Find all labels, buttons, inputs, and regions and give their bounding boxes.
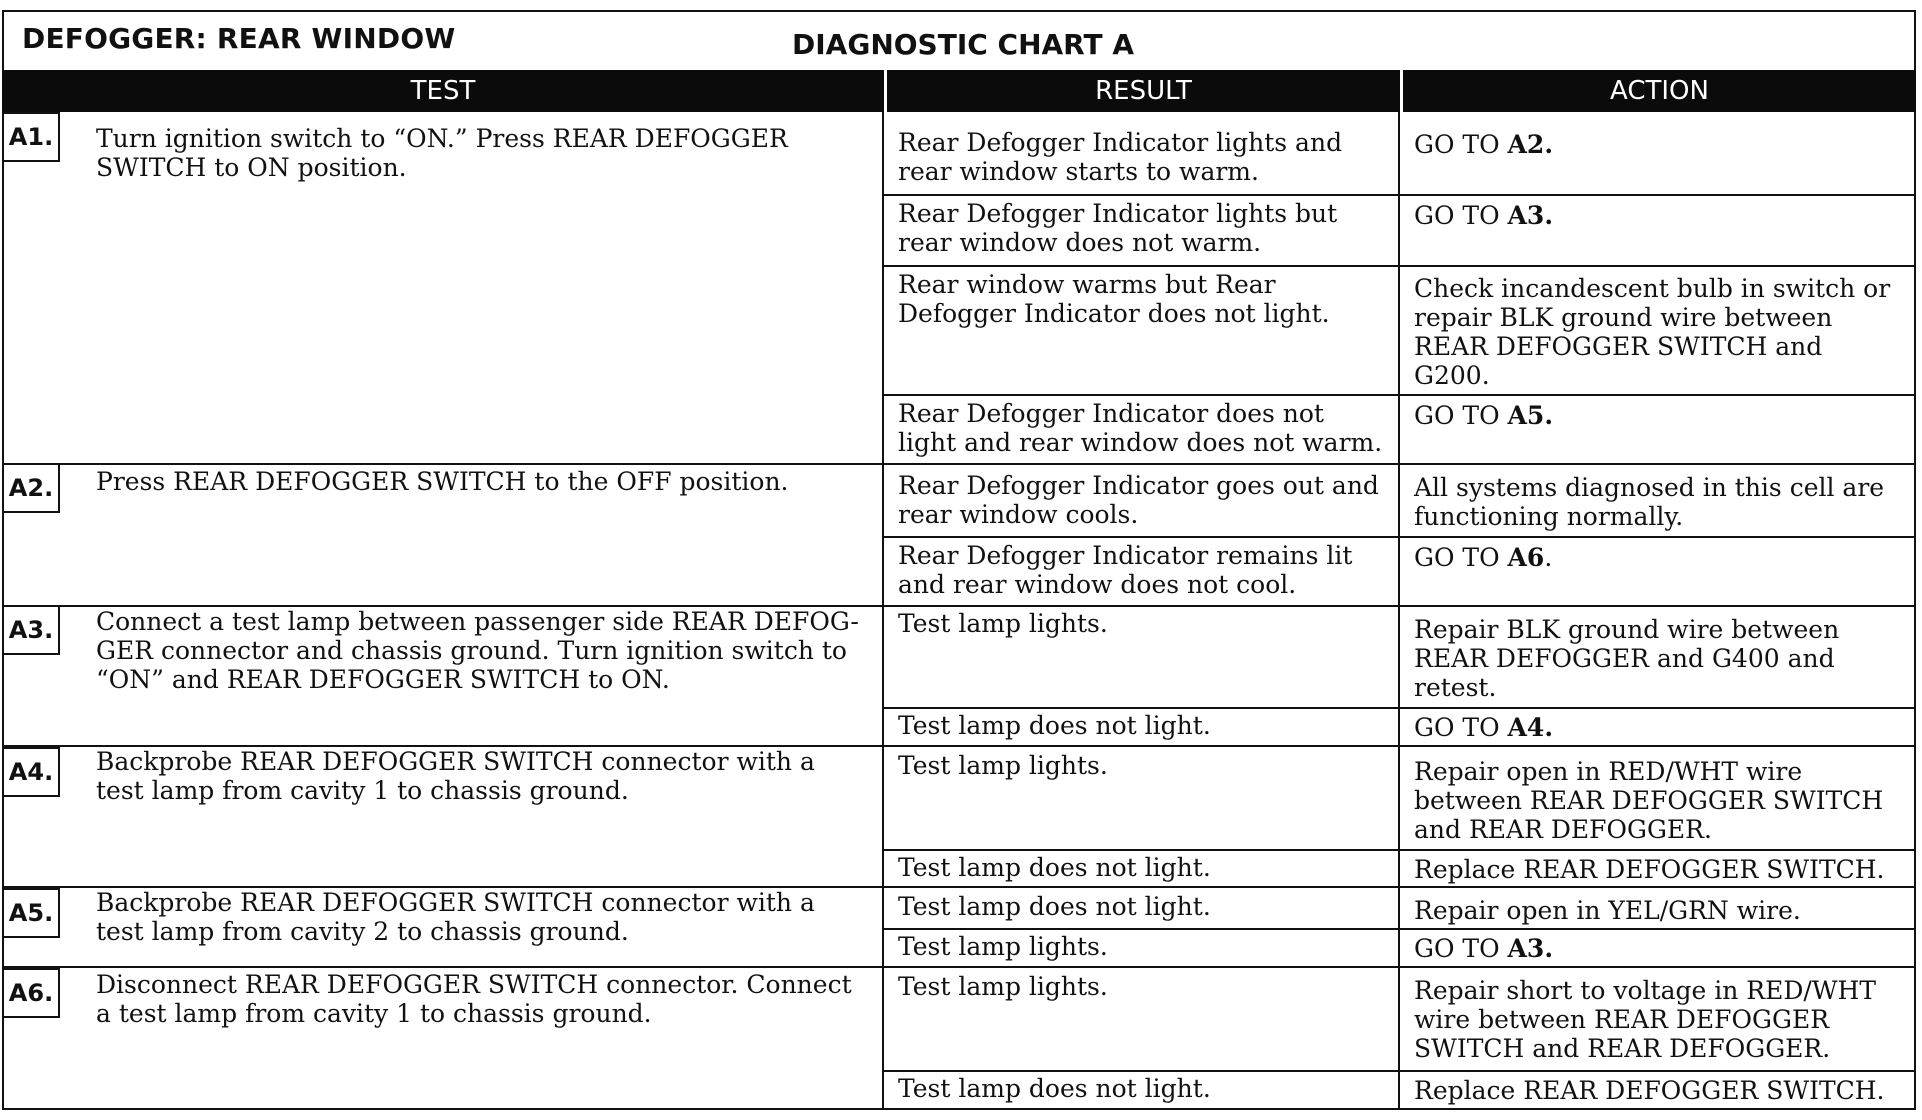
action-a1-4-prefix: GO TO bbox=[1414, 401, 1508, 430]
column-header-result: RESULT bbox=[884, 70, 1400, 112]
test-text-a1: Turn ignition switch to “ON.” Press REAR DEFOGGER SWITCH to ON position. bbox=[96, 124, 788, 182]
row-divider bbox=[882, 536, 1916, 538]
action-a3-1: Repair BLK ground wire between REAR DEFOGGER and G400 and retest. bbox=[1414, 615, 1840, 702]
step-label-a5: A5. bbox=[4, 888, 60, 938]
action-a5-2-prefix: GO TO bbox=[1414, 934, 1508, 963]
result-a1-3: Rear window warms but Rear Defogger Indicator does not light. bbox=[898, 270, 1330, 328]
action-a1-4-ref: A5. bbox=[1507, 401, 1554, 430]
result-a1-4: Rear Defogger Indicator does not light and rear window does not warm. bbox=[898, 399, 1383, 457]
action-a1-2-prefix: GO TO bbox=[1414, 201, 1508, 230]
action-a1-4 bbox=[1414, 401, 1914, 430]
divider-result-action bbox=[1398, 112, 1400, 1110]
action-a5-2-ref: A3. bbox=[1507, 934, 1554, 963]
row-divider bbox=[882, 265, 1916, 267]
result-a6-2: Test lamp does not light. bbox=[898, 1074, 1211, 1103]
row-divider bbox=[882, 1070, 1916, 1072]
result-a4-1: Test lamp lights. bbox=[898, 751, 1108, 780]
action-a5-1: Repair open in YEL/GRN wire. bbox=[1414, 896, 1801, 925]
column-header-action: ACTION bbox=[1400, 70, 1916, 112]
test-text-a2: Press REAR DEFOGGER SWITCH to the OFF position. bbox=[96, 467, 789, 496]
test-text-a4: Backprobe REAR DEFOGGER SWITCH connector with a test lamp from cavity 1 to chassis ground. bbox=[96, 747, 815, 805]
result-a1-2: Rear Defogger Indicator lights but rear window does not warm. bbox=[898, 199, 1338, 257]
step-label-a6: A6. bbox=[4, 968, 60, 1018]
test-text-a5: Backprobe REAR DEFOGGER SWITCH connector with a test lamp from cavity 2 to chassis ground. bbox=[96, 888, 815, 946]
action-a1-2 bbox=[1414, 201, 1914, 230]
action-a3-2-ref: A4. bbox=[1507, 713, 1554, 742]
action-a3-2-prefix: GO TO bbox=[1414, 713, 1508, 742]
step-label-a1: A1. bbox=[4, 112, 60, 162]
row-divider bbox=[882, 394, 1916, 396]
result-a3-1: Test lamp lights. bbox=[898, 609, 1108, 638]
title-bar bbox=[0, 8, 1922, 70]
row-divider bbox=[882, 194, 1916, 196]
step-label-a4: A4. bbox=[4, 747, 60, 797]
result-a5-2: Test lamp lights. bbox=[898, 932, 1108, 961]
action-a4-1: Repair open in RED/WHT wire between REAR DEFOGGER SWITCH and REAR DEFOGGER. bbox=[1414, 757, 1884, 844]
action-a4-2: Replace REAR DEFOGGER SWITCH. bbox=[1414, 855, 1885, 884]
action-a2-2-ref: A6 bbox=[1507, 543, 1545, 572]
action-a1-1-ref: A2. bbox=[1507, 130, 1554, 159]
action-a6-2: Replace REAR DEFOGGER SWITCH. bbox=[1414, 1076, 1885, 1105]
action-a2-2 bbox=[1414, 543, 1914, 572]
test-text-a3: Connect a test lamp between passenger side REAR DEFOG- GER connector and chassis ground. Turn ignition switch to “ON” and REAR DEFOGGER SWITCH to ON. bbox=[96, 607, 859, 694]
test-text-a6: Disconnect REAR DEFOGGER SWITCH connector. Connect a test lamp from cavity 1 to chassis ground. bbox=[96, 970, 852, 1028]
row-divider bbox=[882, 928, 1916, 930]
action-a6-1: Repair short to voltage in RED/WHT wire between REAR DEFOGGER SWITCH and REAR DEFOGGER. bbox=[1414, 976, 1877, 1063]
step-label-a2: A2. bbox=[4, 463, 60, 513]
result-a2-1: Rear Defogger Indicator goes out and rear window cools. bbox=[898, 471, 1379, 529]
result-a3-2: Test lamp does not light. bbox=[898, 711, 1211, 740]
divider-test-result bbox=[882, 112, 884, 1110]
section-title: DEFOGGER: REAR WINDOW bbox=[22, 22, 456, 55]
chart-title: DIAGNOSTIC CHART A bbox=[792, 28, 1135, 61]
result-a6-1: Test lamp lights. bbox=[898, 972, 1108, 1001]
action-a2-1: All systems diagnosed in this cell are functioning normally. bbox=[1414, 473, 1885, 531]
action-a2-2-suffix: . bbox=[1544, 543, 1553, 572]
action-a1-2-ref: A3. bbox=[1507, 201, 1554, 230]
action-a1-3: Check incandescent bulb in switch or repair BLK ground wire between REAR DEFOGGER SWITCH and G200. bbox=[1414, 274, 1891, 390]
result-a4-2: Test lamp does not light. bbox=[898, 853, 1211, 882]
row-divider bbox=[882, 707, 1916, 709]
action-a2-2-prefix: GO TO bbox=[1414, 543, 1508, 572]
result-a1-1: Rear Defogger Indicator lights and rear window starts to warm. bbox=[898, 128, 1343, 186]
step-label-a3: A3. bbox=[4, 605, 60, 655]
action-a1-1 bbox=[1414, 130, 1914, 159]
step-divider bbox=[2, 966, 1916, 968]
action-a3-2 bbox=[1414, 713, 1914, 742]
result-a2-2: Rear Defogger Indicator remains lit and rear window does not cool. bbox=[898, 541, 1353, 599]
step-divider bbox=[2, 463, 1916, 465]
column-header-test: TEST bbox=[2, 70, 884, 112]
action-a1-1-prefix: GO TO bbox=[1414, 130, 1508, 159]
action-a5-2 bbox=[1414, 934, 1914, 963]
row-divider bbox=[882, 849, 1916, 851]
result-a5-1: Test lamp does not light. bbox=[898, 892, 1211, 921]
